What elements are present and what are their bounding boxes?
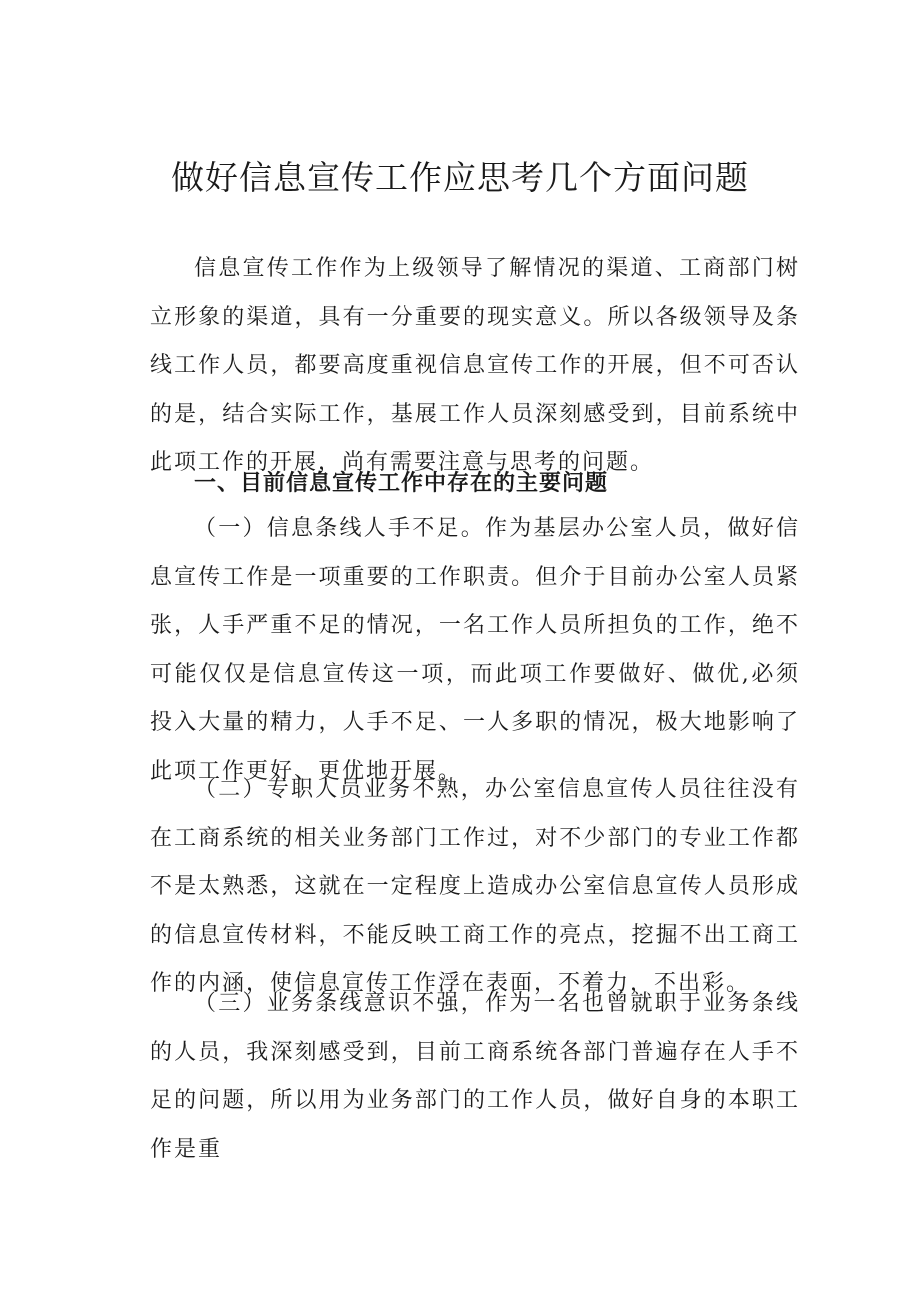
paragraph-unfamiliar-business: （二）专职人员业务不熟，办公室信息宣传人员往往没有在工商系统的相关业务部门工作过，对不少部门的专业工作都不是太熟悉，这就在一定程度上造成办公室信息宣传人员形成的信息宣传材料，不能反映工商工作的亮点，挖掘不出工商工作的内涵，使信息宣传工作浮在表面，不着力，不出彩。 xyxy=(150,777,800,996)
intro-paragraph: 信息宣传工作作为上级领导了解情况的渠道、工商部门树立形象的渠道，具有一分重要的现实意义。所以各级领导及条线工作人员，都要高度重视信息宣传工作的开展，但不可否认的是，结合实际工作，基展工作人员深刻感受到，目前系统中此项工作的开展，尚有需要注意与思考的问题。 xyxy=(150,256,800,475)
paragraph-staff-shortage: （一）信息条线人手不足。作为基层办公室人员，做好信息宣传工作是一项重要的工作职责。但介于目前办公室人员紧张，人手严重不足的情况，一名工作人员所担负的工作，绝不可能仅仅是信息宣传这一项，而此项工作要做好、做优,必须投入大量的精力，人手不足、一人多职的情况，极大地影响了此项工作更好、更优地开展。 xyxy=(150,516,800,784)
document-title: 做好信息宣传工作应思考几个方面问题 xyxy=(171,158,749,197)
section-heading: 一、目前信息宣传工作中存在的主要问题 xyxy=(194,471,609,496)
paragraph-weak-awareness: （三）业务条线意识不强，作为一名也曾就职于业务条线的人员，我深刻感受到，目前工商系统各部门普遍存在人手不足的问题，所以用为业务部门的工作人员，做好自身的本职工作是重 xyxy=(150,991,800,1162)
